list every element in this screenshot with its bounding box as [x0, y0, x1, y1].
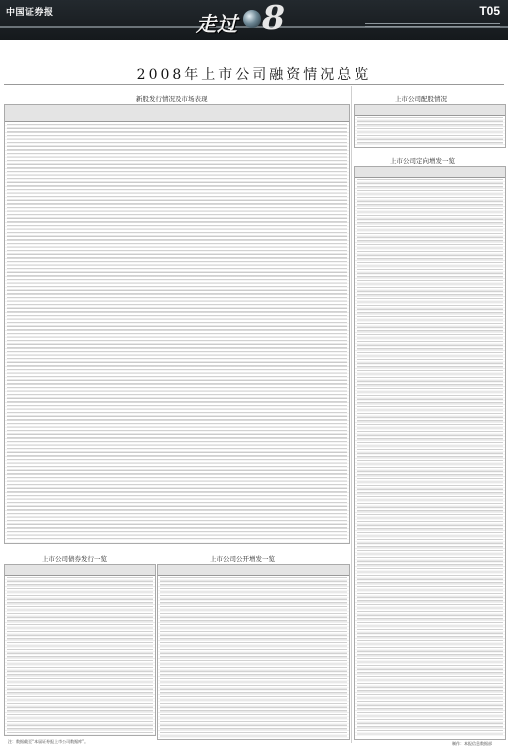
masthead-logo: 中国证券报 [6, 8, 54, 18]
table-row-text [7, 577, 153, 733]
table-row-text [357, 179, 503, 737]
page-number: T05 [479, 4, 500, 18]
footnote-right: 制作：本报信息数据部 [452, 741, 492, 746]
table-header [5, 105, 349, 122]
ipo-table [4, 104, 350, 544]
section-title-ipo: 新股发行情况及市场表现 [136, 95, 208, 103]
column-divider [351, 86, 352, 743]
title-rule [4, 84, 504, 85]
banner-title: 走过 [196, 12, 238, 36]
section-title-bonds: 上市公司债券发行一览 [42, 555, 107, 563]
section-title-rights: 上市公司配股情况 [395, 95, 447, 103]
public-offering-table [157, 564, 350, 740]
table-header [5, 565, 155, 576]
section-title-public-offering: 上市公司公开增发一览 [210, 555, 275, 563]
table-header [355, 105, 505, 116]
table-header [158, 565, 349, 576]
table-row-text [7, 124, 347, 541]
banner-numeral: 8 [262, 0, 285, 37]
private-placement-table [354, 166, 506, 740]
section-title-private-placement: 上市公司定向增发一览 [390, 157, 455, 165]
bonds-table [4, 564, 156, 736]
rights-table [354, 104, 506, 148]
page-title: 2008年上市公司融资情况总览 [136, 67, 372, 83]
globe-icon [243, 10, 261, 28]
table-row-text [160, 577, 347, 737]
page-meta-text [365, 21, 500, 31]
page-header [0, 0, 508, 40]
footnote-left: 注：数据截至“本届证券报上市公司数据库”。 [8, 739, 89, 744]
table-header [355, 167, 505, 178]
table-row-text [357, 117, 503, 145]
